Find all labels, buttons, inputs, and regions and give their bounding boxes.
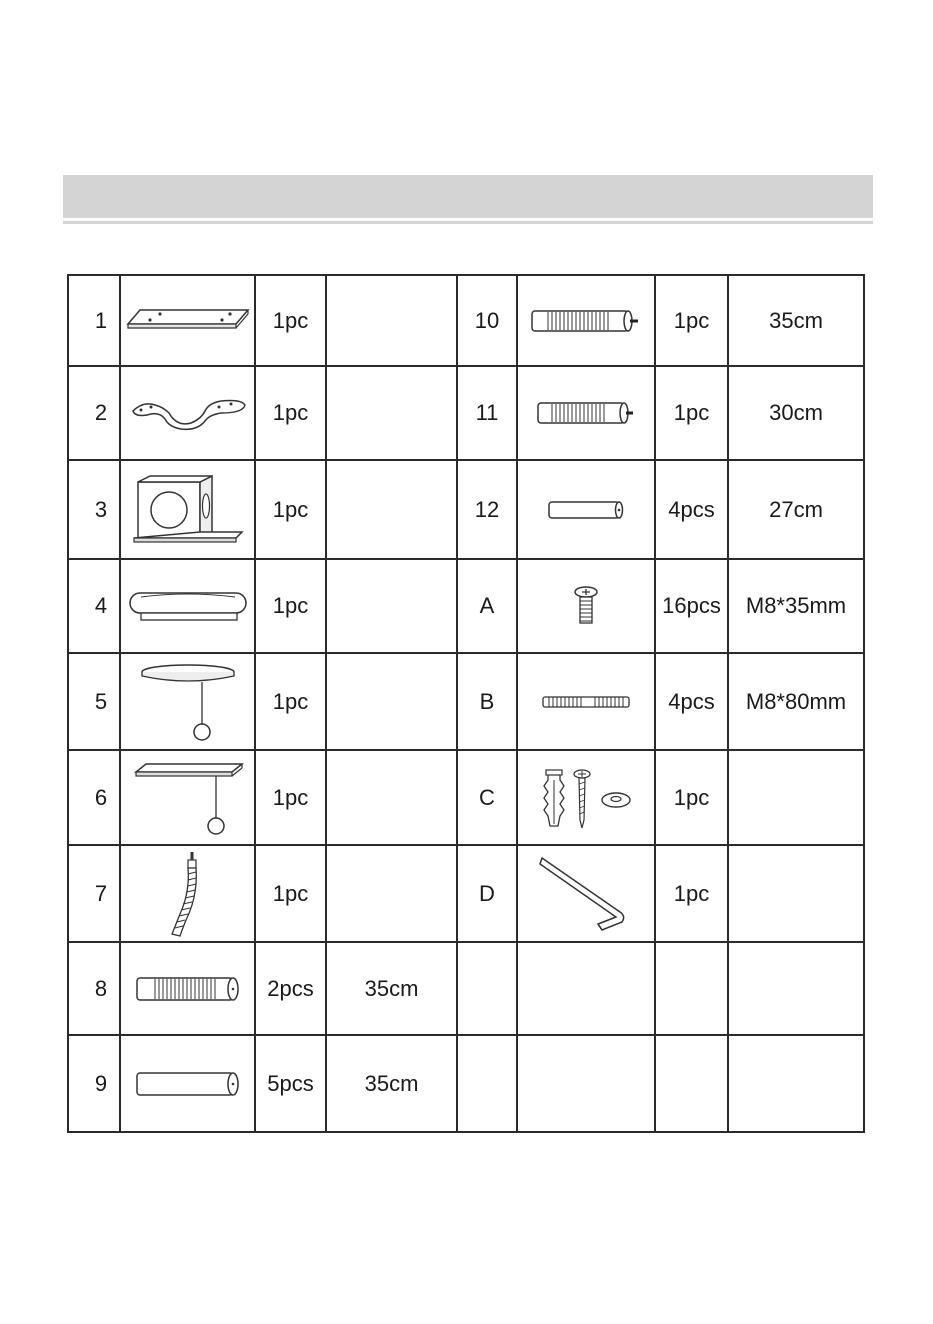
part-number: 1 [68,275,120,366]
part-image [120,653,255,750]
part-quantity [655,1035,728,1132]
table-row [68,559,864,653]
part-quantity [655,942,728,1035]
table-row [68,750,864,845]
part-number: 4 [68,559,120,653]
part-image [517,1035,655,1132]
part-image [120,1035,255,1132]
part-size [728,750,864,845]
part-number [457,1035,517,1132]
part-quantity: 1pc [255,366,326,460]
part-number: 2 [68,366,120,460]
curved-platform-icon [121,393,254,433]
part-image [120,559,255,653]
part-number: 5 [68,653,120,750]
part-image [517,275,655,366]
part-quantity: 1pc [255,275,326,366]
part-size [728,1035,864,1132]
table-row [68,845,864,942]
part-quantity: 1pc [655,275,728,366]
part-quantity: 1pc [655,366,728,460]
part-size: 35cm [326,942,457,1035]
part-quantity: 2pcs [255,942,326,1035]
part-size: 35cm [728,275,864,366]
parts-list-table [67,274,865,1133]
part-number: 11 [457,366,517,460]
part-size [728,845,864,942]
part-image [120,845,255,942]
part-image [517,366,655,460]
part-image [517,653,655,750]
part-size [326,559,457,653]
part-number: 10 [457,275,517,366]
table-row [68,366,864,460]
square-platform-ball-icon [121,760,254,836]
part-size [326,366,457,460]
screw-icon [518,585,654,627]
part-number: 7 [68,845,120,942]
part-size [326,460,457,559]
part-size [326,275,457,366]
part-image [517,750,655,845]
table-row [68,942,864,1035]
table-row [68,653,864,750]
part-size [326,845,457,942]
part-number: 3 [68,460,120,559]
plank-icon [121,306,254,336]
section-header-bar [63,175,873,218]
threaded-rod-icon [518,694,654,710]
rope-toy-icon [121,850,254,938]
part-image [120,460,255,559]
part-quantity: 1pc [655,750,728,845]
sisal-post-bolt-icon [518,308,654,334]
part-quantity: 4pcs [655,653,728,750]
part-number: 6 [68,750,120,845]
part-quantity: 1pc [655,845,728,942]
table-row [68,1035,864,1132]
part-size: 35cm [326,1035,457,1132]
part-size: 27cm [728,460,864,559]
part-image [517,942,655,1035]
part-number: C [457,750,517,845]
part-size [728,942,864,1035]
condo-box-icon [121,472,254,548]
part-image [120,366,255,460]
part-quantity: 5pcs [255,1035,326,1132]
allen-key-icon [518,854,654,934]
part-image [517,559,655,653]
part-size: M8*80mm [728,653,864,750]
part-quantity: 4pcs [655,460,728,559]
part-number: 9 [68,1035,120,1132]
cushion-bed-icon [121,587,254,625]
part-size: 30cm [728,366,864,460]
part-quantity: 1pc [255,653,326,750]
section-header-rule [63,221,873,224]
round-platform-ball-icon [121,662,254,742]
part-image [517,460,655,559]
part-number: B [457,653,517,750]
part-image [517,845,655,942]
table-row [68,460,864,559]
part-quantity: 1pc [255,460,326,559]
table-row [68,275,864,366]
part-size [326,653,457,750]
part-image [120,750,255,845]
part-size: M8*35mm [728,559,864,653]
sisal-post-bolt-short-icon [518,400,654,426]
part-number: A [457,559,517,653]
part-quantity: 1pc [255,845,326,942]
short-tube-icon [518,499,654,521]
plain-post-icon [121,1070,254,1098]
part-number [457,942,517,1035]
part-image [120,942,255,1035]
part-number: D [457,845,517,942]
part-image [120,275,255,366]
part-quantity: 1pc [255,750,326,845]
part-quantity: 16pcs [655,559,728,653]
part-number: 8 [68,942,120,1035]
anchor-screw-washer-icon [518,766,654,830]
part-size [326,750,457,845]
part-quantity: 1pc [255,559,326,653]
part-number: 12 [457,460,517,559]
sisal-post-icon [121,975,254,1003]
